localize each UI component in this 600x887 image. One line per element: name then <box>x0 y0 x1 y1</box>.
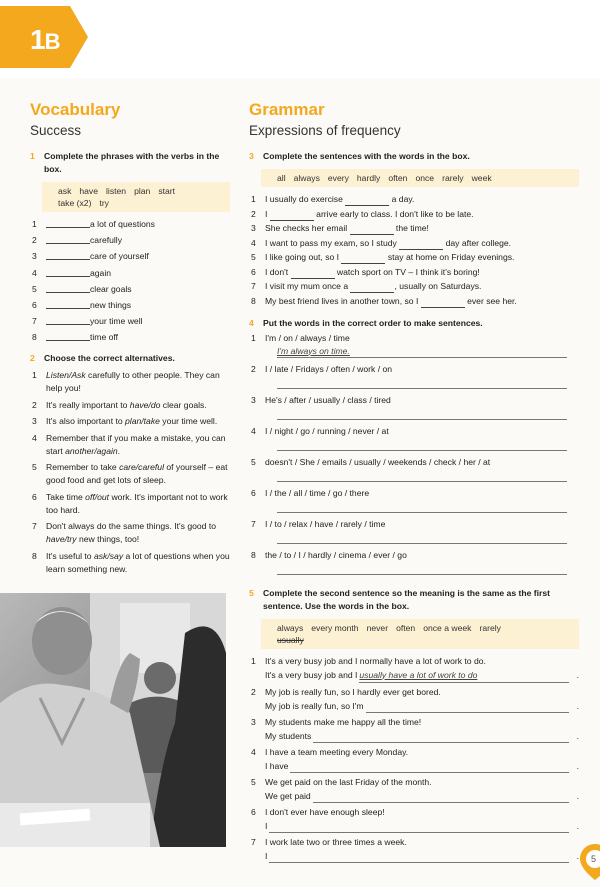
answer-line[interactable] <box>366 700 569 713</box>
answer-blank[interactable] <box>399 240 443 250</box>
item-text: I / night / go / running / never / at <box>265 425 389 436</box>
item-text: I / to / relax / have / rarely / time <box>265 518 386 529</box>
answer-blank[interactable] <box>46 267 90 277</box>
sentence-start: I have <box>265 760 289 771</box>
item-number: 8 <box>251 549 256 560</box>
exercise-5: 5 Complete the second sentence so the meaning is the same as the first sentence. Use the words in the box. always every month never often once a week rarely usually 1 It's a very busy job and I normally have a lot of work to do. It's a very busy job and I usually have a lot of work to do . 2 My job is really fun, so I hardly ever get bored. My job is really fun, so I'm . 3 My students make me happy all the time! My students . 4 I have a team meeting every Monday. I have . 5 We get paid on the last Friday of the month. We get paid . 6 I don't ever have enough sleep! I . 7 I work late two or three times a week. I . <box>249 587 579 861</box>
exercise-3-word: once <box>415 173 435 183</box>
item-number: 1 <box>32 219 37 229</box>
exercise-3-word: all <box>277 173 286 183</box>
exercise-4-item <box>249 456 579 469</box>
page-number-badge <box>578 842 600 882</box>
item-text: It's useful to ask/say a lot of questions when you learn something new. <box>46 551 230 575</box>
answer-line[interactable] <box>277 438 567 451</box>
item-text: clear goals <box>90 283 132 294</box>
item-number: 6 <box>32 491 37 502</box>
item-number: 2 <box>251 208 256 219</box>
exercise-5-word: never <box>366 622 389 633</box>
unit-label: 1B <box>30 24 60 55</box>
sentence-start: My job is really fun, so I'm <box>265 700 364 711</box>
period: . <box>576 790 579 801</box>
item-number: 3 <box>251 394 256 405</box>
answer-blank[interactable] <box>350 283 394 293</box>
choice-alternatives[interactable]: ask/say <box>93 551 124 562</box>
answer-blank[interactable] <box>46 250 90 260</box>
item-number: 4 <box>32 432 37 443</box>
item-number: 7 <box>251 836 256 847</box>
item-number: 5 <box>32 283 37 294</box>
exercise-3: 3 Complete the sentences with the words in the box. all always every hardly often once rarely week 1 I usually do exercise a day. 2 I arrive early to class. I don't like to be late. 3 She checks her email the time! 4 I want to pass my exam, so I study day after college. 5 I like going out, so I stay at home on Friday evenings. 6 I don't watch sport on TV – I think it's boring! 7 I visit my mum once a , usually on Saturdays. 8 My best friend lives in another town, so I ever see her. <box>249 150 579 308</box>
exercise-3-item <box>249 266 579 279</box>
sentence-start: I <box>265 850 268 861</box>
exercise-3-word: always <box>293 173 320 183</box>
exercise-5-answer-row <box>249 850 579 863</box>
item-number: 3 <box>32 416 37 427</box>
exercise-4-item <box>249 394 579 407</box>
item-text: time off <box>90 332 119 343</box>
answer-line[interactable] <box>359 669 568 683</box>
item-number: 7 <box>32 316 37 327</box>
answer-line[interactable] <box>277 531 567 544</box>
exercise-3-item <box>249 280 579 293</box>
item-text: It's also important to plan/take your time well. <box>46 416 218 427</box>
item-number: 4 <box>251 425 256 436</box>
exercise-5-item <box>249 655 579 668</box>
item-text: the / to / I / hardly / cinema / ever / go <box>265 549 407 560</box>
exercise-4-item <box>249 425 579 438</box>
item-text: My students make me happy all the time! <box>265 716 422 727</box>
item-number: 7 <box>251 281 256 291</box>
answer-line[interactable] <box>313 790 569 803</box>
answer-blank[interactable] <box>46 299 90 309</box>
exercise-5-item <box>249 836 579 849</box>
item-text: I don't ever have enough sleep! <box>265 806 385 817</box>
item-number: 6 <box>251 266 256 277</box>
item-number: 4 <box>251 746 256 757</box>
exercise-2-instruction: Choose the correct alternatives. <box>44 353 175 364</box>
exercise-5-answer-row <box>249 820 579 833</box>
item-number: 4 <box>251 237 256 248</box>
exercise-5-struck-word: usually <box>277 634 304 645</box>
example-answer: I'm always on time. <box>277 345 350 356</box>
item-text: I have a team meeting every Monday. <box>265 746 409 757</box>
exercise-5-word: often <box>396 622 416 633</box>
answer-blank[interactable] <box>345 196 389 206</box>
exercise-5-item <box>249 776 579 789</box>
exercise-2-item <box>30 369 230 395</box>
exercise-1-word-box <box>42 182 230 212</box>
exercise-1-word: have <box>79 186 99 196</box>
exercise-4-item <box>249 487 579 500</box>
sentence-start: We get paid <box>265 790 311 801</box>
period: . <box>576 700 579 711</box>
answer-line[interactable] <box>277 345 567 358</box>
exercise-1-instruction: Complete the phrases with the verbs in the box. <box>44 151 220 174</box>
header-band <box>0 0 600 78</box>
answer-blank[interactable] <box>46 218 90 228</box>
choice-alternatives[interactable]: off/out <box>85 491 110 502</box>
item-text: I'm / on / always / time <box>265 332 350 343</box>
exercise-3-instruction: Complete the sentences with the words in the box. <box>263 151 470 161</box>
item-number: 6 <box>251 806 256 817</box>
exercise-1-word: plan <box>134 186 151 196</box>
period: . <box>576 850 579 861</box>
choice-alternatives[interactable]: have/try <box>46 534 77 545</box>
item-number: 3 <box>32 251 37 262</box>
answer-blank[interactable] <box>46 283 90 293</box>
exercise-3-word: hardly <box>356 173 381 183</box>
item-text: I want to pass my exam, so I study day after college. <box>265 237 512 248</box>
answer-line[interactable] <box>277 376 567 389</box>
item-number: 8 <box>32 551 37 562</box>
exercise-5-item <box>249 806 579 819</box>
exercise-1-item <box>30 218 230 231</box>
answer-blank[interactable] <box>270 211 314 221</box>
item-text: I usually do exercise a day. <box>265 194 415 204</box>
item-text: My best friend lives in another town, so I ever see her. <box>265 295 517 306</box>
answer-blank[interactable] <box>46 315 90 325</box>
exercise-1-item <box>30 267 230 280</box>
choice-alternatives[interactable]: another/again <box>65 445 118 456</box>
item-text: I work late two or three times a week. <box>265 836 407 847</box>
choice-alternatives[interactable]: Listen/Ask <box>46 369 86 380</box>
item-text: Listen/Ask carefully to other people. They can help you! <box>46 369 220 393</box>
item-number: 8 <box>251 295 256 306</box>
item-number: 3 <box>251 716 256 727</box>
item-number: 6 <box>251 487 256 498</box>
exercise-3-item <box>249 295 579 308</box>
exercise-1-word: ask <box>58 186 72 196</box>
teacher-classroom-photo <box>0 593 226 847</box>
exercise-3-word: often <box>388 173 408 183</box>
item-text: I don't watch sport on TV – I think it's boring! <box>265 266 480 277</box>
item-number: 1 <box>32 369 37 380</box>
vocabulary-subtitle: Success <box>30 123 82 138</box>
grammar-subtitle: Expressions of frequency <box>249 123 401 138</box>
exercise-5-word: once a week <box>423 622 472 633</box>
exercise-4: 4 Put the words in the correct order to make sentences. 1 I'm / on / always / time I'm always on time. 2 I / late / Fridays / often / work / on 3 He's / after / usually / class / tired 4 I / night / go / running / never / at 5 doesn't / She / emails / usually / weekends / check / her / at 6 I / the / all / time / go / there 7 I / to / relax / have / rarely / time 8 the / to / I / hardly / cinema / ever / go <box>249 317 579 575</box>
item-number: 5 <box>251 456 256 467</box>
item-number: 5 <box>32 462 37 473</box>
exercise-2: 2 Choose the correct alternatives. 1 Listen/Ask carefully to other people. They can help you! 2 It's really important to have/do clear goals. 3 It's also important to plan/take your time well. 4 Remember that if you make a mistake, you can start another/again. 5 Remember to take care/careful of yourself – eat good food and get lots of sleep. 6 Take time off/out work. It's important not to work too hard. 7 Don't always do the same things. It's good to have/try new things, too! 8 It's useful to ask/say a lot of questions when you learn something new. <box>30 353 230 575</box>
exercise-5-item <box>249 746 579 759</box>
item-number: 4 <box>32 267 37 278</box>
exercise-5-answer-row <box>249 669 579 683</box>
answer-blank[interactable] <box>421 298 465 308</box>
item-number: 2 <box>32 399 37 410</box>
exercise-3-item <box>249 193 579 206</box>
item-number: 2 <box>251 686 256 697</box>
period: . <box>576 760 579 771</box>
exercise-4-instruction: Put the words in the correct order to make sentences. <box>263 317 483 328</box>
item-text: I / the / all / time / go / there <box>265 487 370 498</box>
item-text: She checks her email the time! <box>265 223 429 233</box>
exercise-1-item <box>30 234 230 247</box>
item-text: new things <box>90 299 132 310</box>
exercise-3-item <box>249 237 579 250</box>
answer-blank[interactable] <box>46 331 90 341</box>
period: . <box>576 669 579 680</box>
answer-line[interactable] <box>313 730 568 743</box>
item-text: I / late / Fridays / often / work / on <box>265 363 393 374</box>
item-text: I arrive early to class. I don't like to be late. <box>265 208 474 219</box>
exercise-1-word: listen <box>106 186 127 196</box>
exercise-1-word: try <box>99 198 109 208</box>
period: . <box>576 820 579 831</box>
item-text: It's a very busy job and I normally have a lot of work to do. <box>265 655 486 666</box>
exercise-3-item <box>249 251 579 264</box>
item-text: doesn't / She / emails / usually / weekends / check / her / at <box>265 456 491 467</box>
item-number: 2 <box>251 363 256 374</box>
exercise-1-item <box>30 283 230 296</box>
exercise-5-word: rarely <box>479 622 501 633</box>
exercise-5-answer-row <box>249 790 579 803</box>
item-text: We get paid on the last Friday of the month. <box>265 776 432 787</box>
item-number: 3 <box>251 223 256 233</box>
item-text: He's / after / usually / class / tired <box>265 394 391 405</box>
item-number: 1 <box>251 332 256 343</box>
item-text: Remember that if you make a mistake, you can start another/again. <box>46 432 226 456</box>
item-text: Remember to take care/careful of yourself – eat good food and get lots of sleep. <box>46 462 228 486</box>
item-text: a lot of questions <box>90 219 155 229</box>
sentence-start: My students <box>265 730 312 741</box>
exercise-5-answer-row <box>249 730 579 743</box>
exercise-1-item <box>30 299 230 312</box>
exercise-3-item <box>249 222 579 235</box>
exercise-4-item <box>249 518 579 531</box>
exercise-5-item <box>249 716 579 729</box>
example-answer: usually have a lot of work to do <box>359 669 478 680</box>
exercise-4-item <box>249 549 579 562</box>
grammar-title: Grammar <box>249 100 325 119</box>
choice-alternatives[interactable]: plan/take <box>125 416 160 427</box>
item-number: 7 <box>251 518 256 529</box>
sentence-start: I <box>265 820 268 831</box>
choice-alternatives[interactable]: care/careful <box>119 462 164 473</box>
answer-blank[interactable] <box>341 254 385 264</box>
exercise-3-word-box <box>261 169 579 187</box>
item-text: your time well <box>90 316 143 327</box>
exercise-5-word-box <box>261 619 579 649</box>
item-number: 5 <box>251 776 256 787</box>
exercise-1-word: start <box>158 186 176 196</box>
page-marker-icon <box>578 842 600 882</box>
answer-blank[interactable] <box>46 234 90 244</box>
answer-line[interactable] <box>277 500 567 513</box>
answer-blank[interactable] <box>350 225 394 235</box>
exercise-2-item <box>30 550 230 576</box>
exercise-1-item <box>30 331 230 344</box>
sentence-start: It's a very busy job and I <box>265 669 358 680</box>
item-text: I like going out, so I stay at home on Friday evenings. <box>265 252 515 262</box>
page-number: 5 <box>591 854 597 864</box>
item-text: I visit my mum once a , usually on Saturdays. <box>265 281 482 291</box>
exercise-5-answer-row <box>249 700 579 713</box>
item-text: It's really important to have/do clear goals. <box>46 399 207 410</box>
exercise-4-item <box>249 332 579 345</box>
exercise-2-item <box>30 461 230 487</box>
exercise-5-item <box>249 686 579 699</box>
exercise-5-answer-row <box>249 760 579 773</box>
exercise-2-item <box>30 399 230 412</box>
exercise-5-word: every month <box>311 622 359 633</box>
answer-line[interactable] <box>277 562 567 575</box>
exercise-3-word: every <box>327 173 349 183</box>
exercise-1-item <box>30 315 230 328</box>
item-number: 6 <box>32 299 37 310</box>
exercise-2-item <box>30 415 230 428</box>
answer-line[interactable] <box>277 407 567 420</box>
grammar-column <box>249 100 579 863</box>
item-number: 1 <box>251 194 256 204</box>
unit-tag <box>0 6 88 68</box>
answer-line[interactable] <box>277 469 567 482</box>
vocabulary-title: Vocabulary <box>30 100 121 119</box>
answer-blank[interactable] <box>291 269 335 279</box>
choice-alternatives[interactable]: have/do <box>129 399 161 410</box>
exercise-3-word: week <box>471 173 492 183</box>
item-number: 8 <box>32 332 37 343</box>
item-text: again <box>90 267 112 278</box>
item-number: 1 <box>251 655 256 666</box>
item-text: Take time off/out work. It's important not to work too hard. <box>46 491 228 515</box>
item-number: 5 <box>251 252 256 262</box>
vocabulary-column <box>30 100 230 576</box>
answer-line[interactable] <box>290 760 568 773</box>
item-text: carefully <box>90 235 122 246</box>
exercise-4-item <box>249 363 579 376</box>
item-number: 7 <box>32 521 37 532</box>
exercise-2-item <box>30 491 230 517</box>
exercise-1-word: take (x2) <box>58 198 92 208</box>
item-text: My job is really fun, so I hardly ever get bored. <box>265 686 441 697</box>
exercise-1-item <box>30 250 230 263</box>
exercise-2-item <box>30 432 230 458</box>
exercise-3-item <box>249 208 579 221</box>
answer-line[interactable] <box>269 820 568 833</box>
exercise-2-item <box>30 520 230 546</box>
item-text: Don't always do the same things. It's good to have/try new things, too! <box>46 521 216 545</box>
item-number: 2 <box>32 235 37 246</box>
exercise-1: 1 Complete the phrases with the verbs in the box. ask have listen plan starttake (x2) try 1 a lot of questions 2 carefully 3 care of yourself 4 again 5 clear goals 6 new things 7 your time well 8 time off <box>30 150 230 344</box>
exercise-3-word: rarely <box>442 173 464 183</box>
answer-line[interactable] <box>269 850 568 863</box>
period: . <box>576 730 579 741</box>
exercise-5-instruction: Complete the second sentence so the meaning is the same as the first sentence. Use the words in the box. <box>263 587 551 611</box>
exercise-5-word: always <box>277 622 304 633</box>
item-text: care of yourself <box>90 251 149 262</box>
